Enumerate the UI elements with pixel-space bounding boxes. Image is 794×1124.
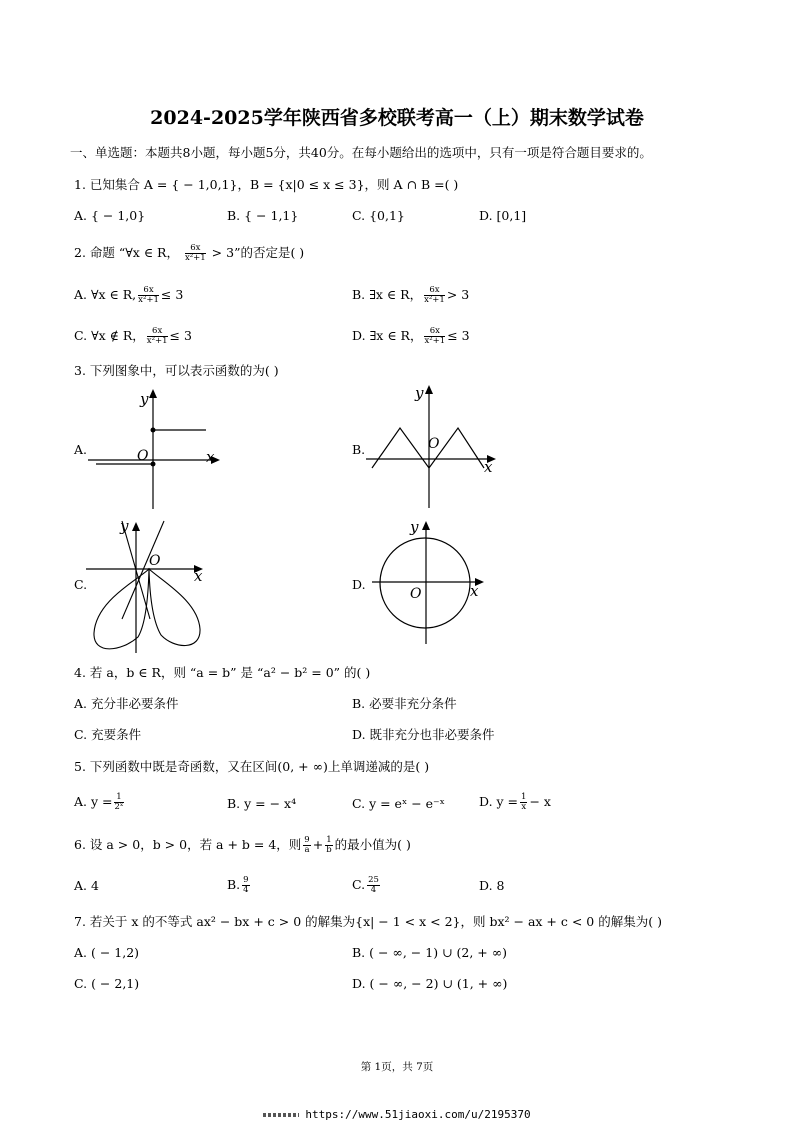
fraction-den: x²+1 [424,336,446,346]
x-label: x [206,448,215,466]
q2-option-c[interactable] [74,327,192,346]
origin-label: O [428,436,440,452]
option-post: > 3 [446,287,470,302]
q6-stem-post: 的最小值为( ) [334,837,411,852]
fraction-num: 25 [368,875,379,885]
option-pre: A. ∀x ∈ R, [74,287,137,302]
fraction [424,327,445,346]
option-post: ≤ 3 [160,287,184,302]
fraction [114,793,123,812]
q3-option-c[interactable]: C. [74,577,88,592]
fraction-den: b [326,845,332,855]
origin-label: O [410,586,422,602]
fraction-den: 4 [243,885,249,895]
y-label: y [415,384,424,402]
q3-option-b[interactable]: B. [352,442,366,457]
fraction [185,244,206,263]
q1-option-d[interactable]: D. [0,1] [479,208,527,223]
option-pre: C. [352,877,366,892]
q1-stem: 1. 已知集合 A = { − 1,0,1}，B = {x|0 ≤ x ≤ 3}，则 A ∩ B =( ) [74,177,459,192]
watermark-url[interactable]: https://www.51jiaoxi.com/u/2195370 [305,1108,531,1121]
q6-option-b[interactable] [227,876,252,895]
q5-option-b[interactable]: B. y = − x⁴ [227,796,297,811]
q2-option-d[interactable] [352,327,470,346]
watermark-logo-icon [263,1113,299,1117]
section-heading: 一、单选题：本题共8小题，每小题5分，共40分。在每小题给出的选项中，只有一项是符合题目要求的。 [70,145,652,160]
fraction [424,286,445,305]
fraction [303,836,310,855]
q2-stem-pre: 2. 命题 “∀x ∈ R， [74,245,179,260]
q2-option-a[interactable] [74,286,183,305]
option-pre: A. y = [74,794,113,809]
q7-option-c[interactable]: C. ( − 2,1) [74,976,140,991]
fraction-den: x [521,802,527,812]
option-pre: B. ∃x ∈ R， [352,287,423,302]
y-label: y [140,390,149,408]
q4-option-d[interactable]: D. 既非充分也非必要条件 [352,727,495,742]
graph-c [86,515,216,655]
graph-a [88,386,228,511]
fraction-num: 6x [138,286,159,296]
fraction [520,793,527,812]
fraction-den: 2ˣ [114,802,124,812]
q4-stem: 4. 若 a，b ∈ R，则 “a = b” 是 “a² − b² = 0” 的( ) [74,665,371,680]
x-label: x [484,458,493,476]
fraction-num: 6x [147,327,168,337]
q4-option-b[interactable]: B. 必要非充分条件 [352,696,457,711]
q6-option-a[interactable]: A. 4 [74,878,99,893]
origin-label: O [149,553,161,569]
q4-option-c[interactable]: C. 充要条件 [74,727,142,742]
q2-stem [74,244,304,263]
plus-sign: + [312,837,324,852]
q7-option-a[interactable]: A. ( − 1,2) [74,945,140,960]
fraction-den: a [304,845,310,855]
option-pre: B. [227,877,241,892]
fraction-den: x²+1 [424,295,445,305]
q6-option-c[interactable] [352,876,382,895]
q1-option-a[interactable]: A. { − 1,0} [74,208,146,223]
q2-stem-post: > 3”的否定是( ) [211,245,305,260]
q6-stem-pre: 6. 设 a > 0，b > 0，若 a + b = 4，则 [74,837,302,852]
fraction-den: x²+1 [146,336,168,346]
option-post: ≤ 3 [447,328,470,343]
q6-stem [74,836,411,855]
q5-option-a[interactable] [74,793,126,812]
q3-option-d[interactable]: D. [352,577,366,592]
y-label: y [120,517,129,535]
page-footer: 第 1页，共 7页 [360,1061,434,1073]
q7-option-b[interactable]: B. ( − ∞, − 1) ∪ (2, + ∞) [352,945,507,960]
q1-option-b[interactable]: B. { − 1,1} [227,208,299,223]
fraction-num: 1 [521,792,527,802]
q5-stem: 5. 下列函数中既是奇函数，又在区间(0, + ∞)上单调递减的是( ) [74,759,430,774]
q5-option-c[interactable]: C. y = eˣ − e⁻ˣ [352,796,445,811]
fraction-num: 6x [185,244,206,254]
graph-d [372,516,492,646]
option-pre: C. ∀x ∉ R， [74,328,145,343]
fraction [242,876,249,895]
fraction-den: x²+1 [184,253,206,263]
q7-option-d[interactable]: D. ( − ∞, − 2) ∪ (1, + ∞) [352,976,508,991]
option-pre: D. ∃x ∈ R， [352,328,423,343]
q3-stem: 3. 下列图象中，可以表示函数的为( ) [74,363,279,378]
fraction-num: 9 [243,875,249,885]
q2-option-b[interactable] [352,286,469,305]
y-label: y [410,518,419,536]
fraction-den: x²+1 [138,295,159,305]
origin-label: O [137,448,149,464]
fraction-den: 4 [370,885,377,895]
fraction-num: 6x [424,327,445,337]
graph-b [366,380,506,510]
fraction [325,836,332,855]
q7-stem: 7. 若关于 x 的不等式 ax² − bx + c > 0 的解集为{x| − 1 < x < 2}，则 bx² − ax + c < 0 的解集为( ) [74,914,662,929]
fraction [147,327,168,346]
x-label: x [194,567,203,585]
page-title: 2024-2025学年陕西省多校联考高一（上）期末数学试卷 [150,107,644,129]
fraction-num: 9 [304,835,310,845]
q6-option-d[interactable]: D. 8 [479,878,505,893]
fraction [138,286,159,305]
option-post: ≤ 3 [169,328,192,343]
q3-option-a[interactable]: A. [74,442,88,457]
fraction-num: 6x [424,286,445,296]
q4-option-a[interactable]: A. 充分非必要条件 [74,696,179,711]
option-post: − x [529,794,551,809]
fraction [367,876,380,895]
q5-option-d[interactable] [479,793,551,812]
fraction-num: 1 [116,792,122,802]
x-label: x [470,582,479,600]
option-pre: D. y = [479,794,519,809]
fraction-num: 1 [326,835,332,845]
watermark [0,1108,794,1121]
q1-option-c[interactable]: C. {0,1} [352,208,405,223]
